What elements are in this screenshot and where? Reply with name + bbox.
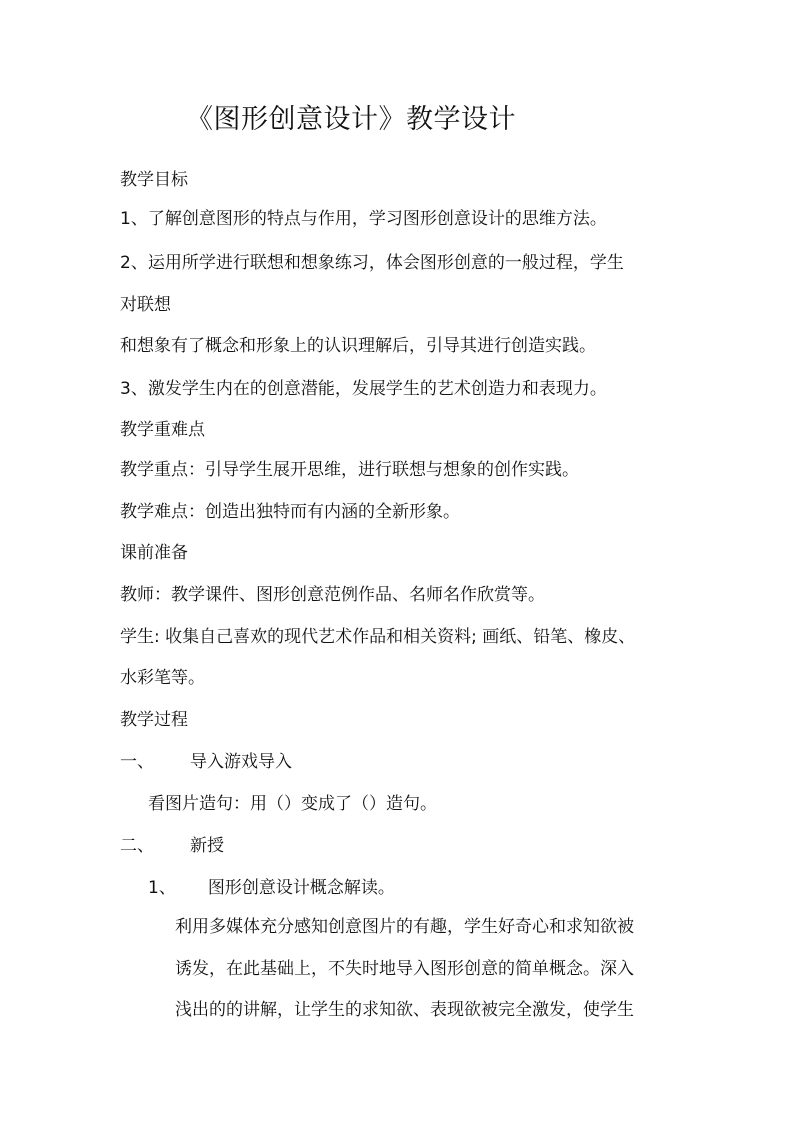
- objective-item-2-line-2: 对联想: [120, 295, 171, 315]
- process-step-1-label: 导入游戏导入: [190, 752, 292, 772]
- key-point-text: 教学重点：引导学生展开思维，进行联想与想象的创作实践。: [120, 460, 579, 480]
- difficult-point-text: 教学难点：创造出独特而有内涵的全新形象。: [120, 502, 460, 522]
- document-title: 《图形创意设计》教学设计: [186, 104, 516, 135]
- sub-step-1-number: 1、: [148, 878, 176, 898]
- objective-item-2-line-1: 2、运用所学进行联想和想象练习，体会图形创意的一般过程，学生: [120, 253, 624, 273]
- section-heading-objectives: 教学目标: [120, 170, 188, 190]
- paragraph-line-1: 利用多媒体充分感知创意图片的有趣，学生好奇心和求知欲被: [175, 917, 634, 937]
- sub-step-1: [148, 876, 395, 900]
- paragraph-line-3: 浅出的的讲解，让学生的求知欲、表现欲被完全激发，使学生: [175, 1000, 634, 1020]
- objective-item-2-line-3: 和想象有了概念和形象上的认识理解后，引导其进行创造实践。: [120, 336, 596, 356]
- process-step-1: [120, 750, 292, 774]
- process-step-1-number: 一、: [120, 752, 154, 772]
- sub-step-1-label: 图形创意设计概念解读。: [207, 878, 395, 898]
- section-heading-process: 教学过程: [120, 710, 188, 730]
- process-step-2-number: 二、: [120, 836, 154, 856]
- student-preparation-line-2: 水彩笔等。: [120, 668, 205, 688]
- process-step-2-label: 新授: [190, 836, 224, 856]
- student-preparation-line-1: 学生: 收集自己喜欢的现代艺术作品和相关资料; 画纸、铅笔、橡皮、: [120, 627, 636, 647]
- paragraph-line-2: 诱发，在此基础上，不失时地导入图形创意的简单概念。深入: [175, 959, 634, 979]
- objective-item-3: 3、激发学生内在的创意潜能，发展学生的艺术创造力和表现力。: [120, 379, 607, 399]
- objective-item-1: 1、了解创意图形的特点与作用，学习图形创意设计的思维方法。: [120, 209, 607, 229]
- section-heading-key-points: 教学重难点: [120, 420, 205, 440]
- process-step-2: [120, 834, 224, 858]
- section-heading-preparation: 课前准备: [120, 543, 188, 563]
- process-step-1-text: 看图片造句：用（）变成了（）造句。: [148, 794, 437, 814]
- teacher-preparation-text: 教师：教学课件、图形创意范例作品、名师名作欣赏等。: [120, 585, 545, 605]
